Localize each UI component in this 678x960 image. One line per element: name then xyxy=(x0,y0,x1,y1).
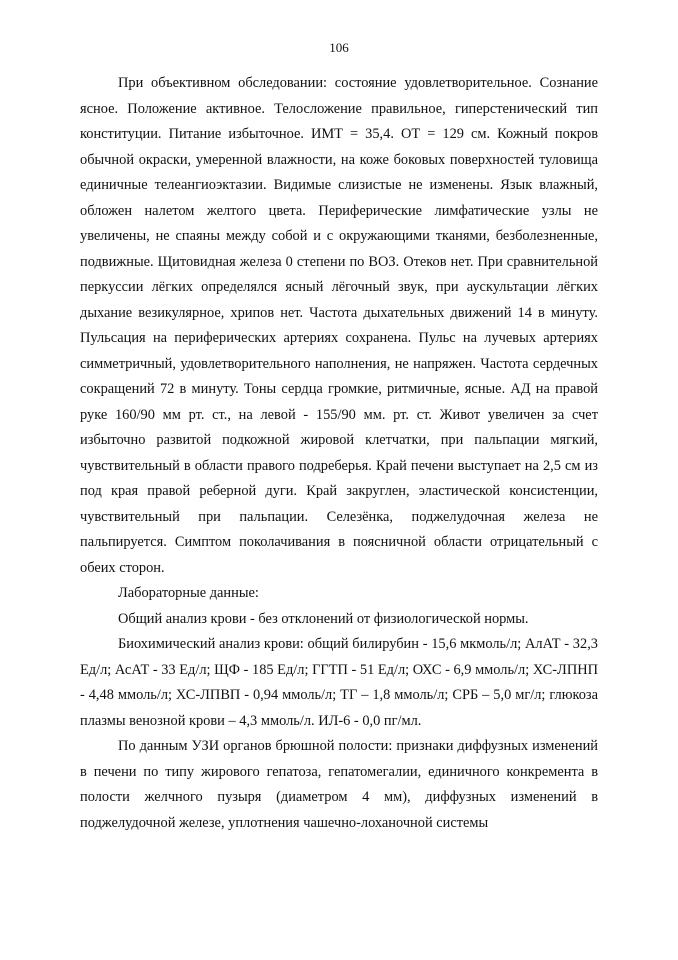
paragraph-blood-count: Общий анализ крови - без отклонений от физиологической нормы. xyxy=(118,610,529,627)
paragraph-objective-exam: При объективном обследовании: состояние удовлетворительное. Сознание ясное. Положение активное. Телосложение правильное, гиперстенический тип конституции. Питание избыточное. ИМТ = 35,4. ОТ = 129 см. Кожный покров обычной окраски, умеренной влажности, на коже боковых поверхностей туловища единичные телеангиоэктазии. Видимые слизистые не изменены. Язык влажный, обложен налетом желтого цвета. Периферические лимфатические узлы не увеличены, не спаяны между собой и с окружающими тканями, безболезненные, подвижные. Щитовидная железа 0 степени по ВОЗ. Отеков нет. При сравнительной перкуссии лёгких определялся ясный лёгочный звук, при аускультации лёгких дыхание везикулярное, хрипов нет. Частота дыхательных движений 14 в минуту. Пульсация на периферических артериях сохранена. Пульс на лучевых артериях симметричный, удовлетворительного наполнения, не напряжен. Частота сердечных сокращений 72 в минуту. Тоны сердца громкие, ритмичные, ясные. АД на правой руке 160/90 мм рт. ст., на левой - 155/90 мм. рт. ст. Живот увеличен за счет избыточно развитой подкожной жировой клетчатки, при пальпации мягкий, чувствительный в области правого подреберья. Край печени выступает на 2,5 см из под края правой реберной дуги. Край закруглен, эластической консистенции, чувствительный при пальпации. Селезёнка, поджелудочная железа не пальпируется. Симптом поколачивания в поясничной области отрицательный с обеих сторон. xyxy=(80,75,598,576)
paragraph-ultrasound: По данным УЗИ органов брюшной полости: признаки диффузных изменений в печени по типу жирового гепатоза, гепатомегалии, единичного конкремента в полости желчного пузыря (диаметром 4 мм), диффузных изменений в поджелудочной железе, уплотнения чашечно-лоханочной системы xyxy=(80,738,598,831)
page-number: 106 xyxy=(329,40,349,55)
paragraph-biochemistry: Биохимический анализ крови: общий билирубин - 15,6 мкмоль/л; АлАТ - 32,3 Ед/л; АсАТ - 33 Ед/л; ЩФ - 185 Ед/л; ГГТП - 51 Ед/л; ОХС - 6,9 ммоль/л; ХС-ЛПНП - 4,48 ммоль/л; ХС-ЛПВП - 0,94 ммоль/л; ТГ – 1,8 ммоль/л; СРБ – 5,0 мг/л; глюкоза плазмы венозной крови – 4,3 ммоль/л. ИЛ-6 - 0,0 пг/мл. xyxy=(80,636,598,729)
document-body xyxy=(80,71,598,836)
paragraph-lab-heading: Лабораторные данные: xyxy=(118,585,259,601)
